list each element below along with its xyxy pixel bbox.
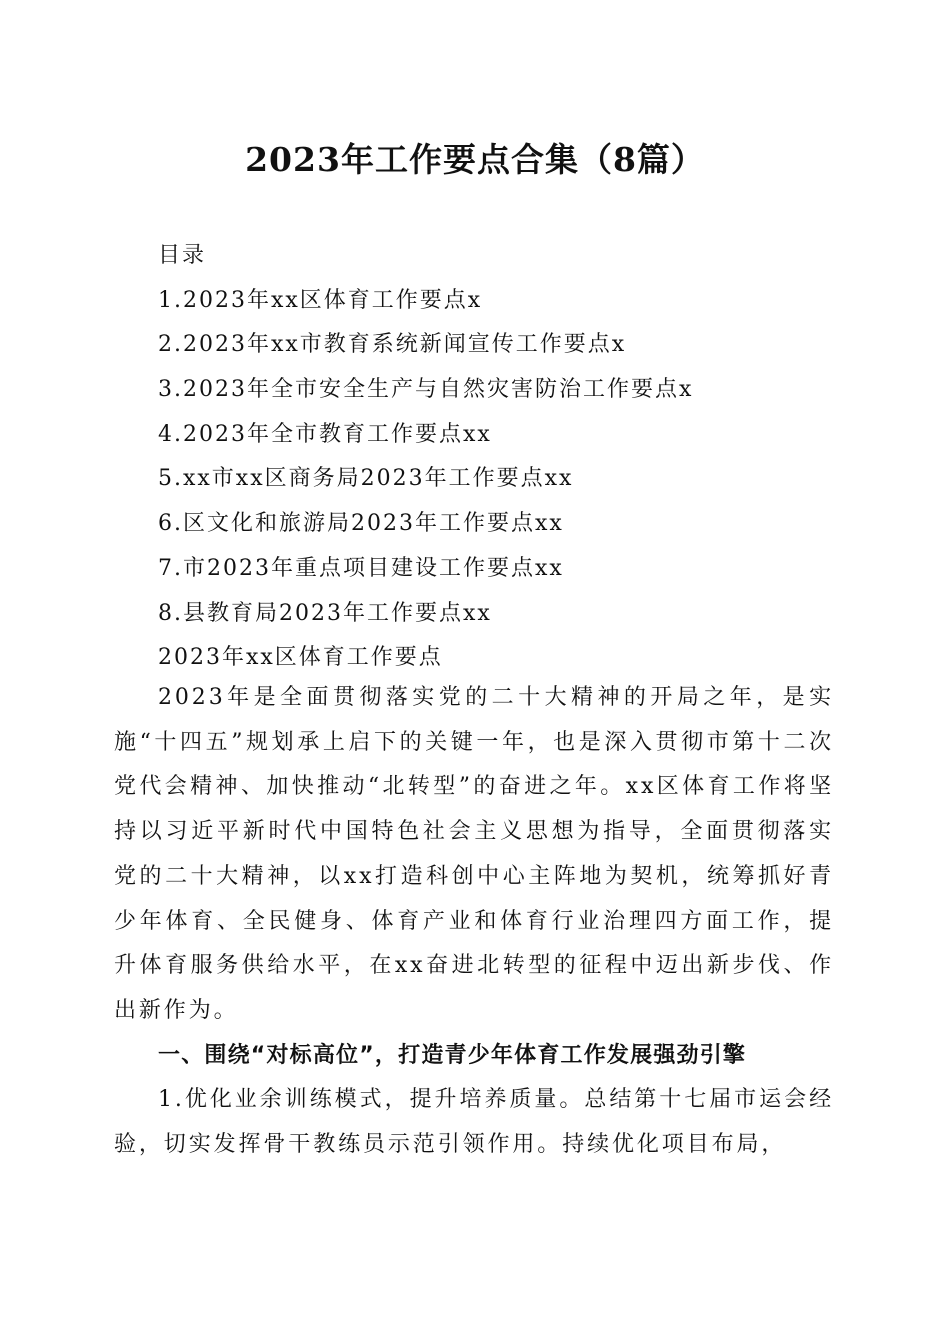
toc-item[interactable]: 7.市2023年重点项目建设工作要点xx: [158, 555, 564, 581]
toc-item[interactable]: 4.2023年全市教育工作要点xx: [158, 421, 492, 447]
toc-item[interactable]: 3.2023年全市安全生产与自然灾害防治工作要点x: [158, 377, 694, 403]
toc-item[interactable]: 5.xx市xx区商务局2023年工作要点xx: [158, 466, 574, 492]
section-title: 2023年xx区体育工作要点: [158, 645, 443, 671]
toc-item[interactable]: 8.县教育局2023年工作要点xx: [158, 600, 492, 626]
intro-paragraph: 2023年是全面贯彻落实党的二十大精神的开局之年，是实施“十四五”规划承上启下的关键一年，也是深入贯彻市第十二次党代会精神、加快推动“北转型”的奋进之年。xx区体育工作将坚持以习近平新时代中国特色社会主义思想为指导，全面贯彻落实党的二十大精神，以xx打造科创中心主阵地为契机，统筹抓好青少年体育、全民健身、体育产业和体育行业治理四方面工作，提升体育服务供给水平，在xx奋进北转型的征程中迈出新步伐、作出新作为。: [114, 685, 834, 1023]
table-of-contents: [158, 234, 858, 681]
document-title: 2023年工作要点合集（8篇）: [245, 140, 705, 179]
toc-item[interactable]: 2.2023年xx市教育系统新闻宣传工作要点x: [158, 332, 627, 358]
toc-item[interactable]: 6.区文化和旅游局2023年工作要点xx: [158, 511, 564, 537]
toc-item[interactable]: 1.2023年xx区体育工作要点x: [158, 287, 483, 313]
paragraph-1: 1.优化业余训练模式，提升培养质量。总结第十七届市运会经验，切实发挥骨干教练员示范引领作用。持续优化项目布局，: [114, 1087, 834, 1158]
section-heading-1: 一、围绕“对标高位”，打造青少年体育工作发展强劲引擎: [158, 1042, 747, 1068]
toc-heading: 目录: [158, 243, 207, 268]
body-text: [114, 676, 834, 1168]
